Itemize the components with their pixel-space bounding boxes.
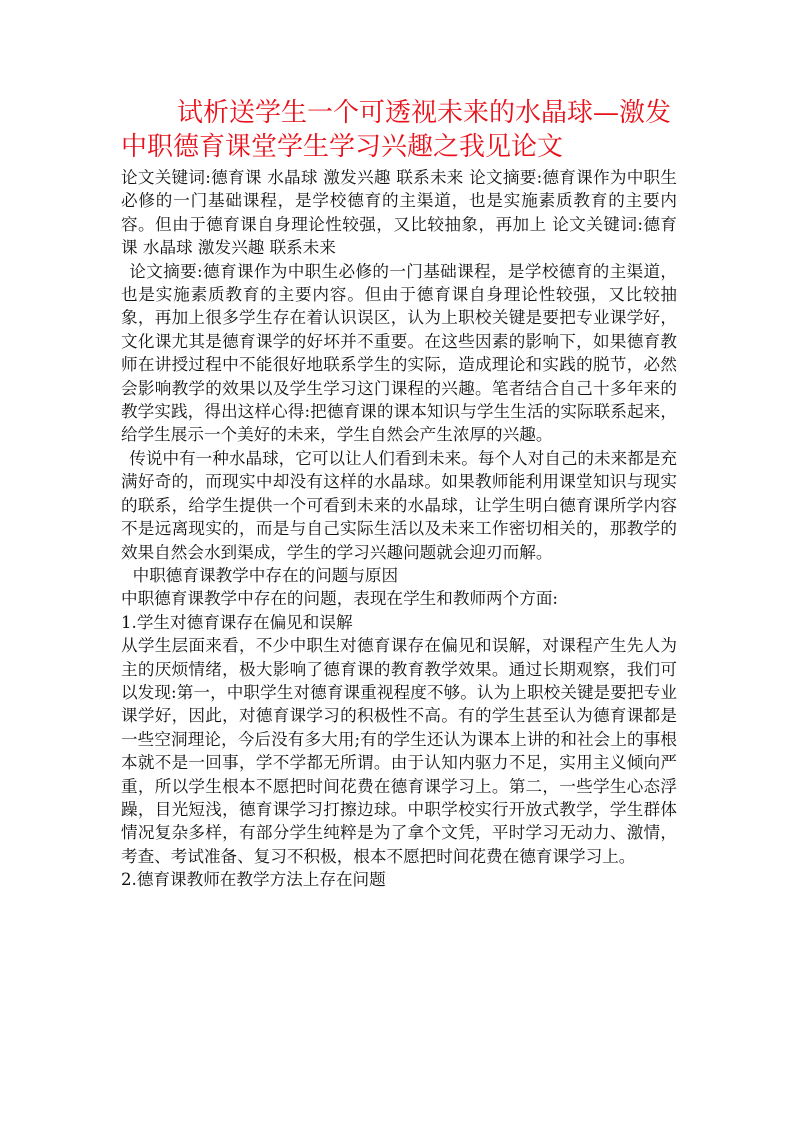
document-body <box>121 166 677 892</box>
student-problem-paragraph: 从学生层面来看，不少中职生对德育课存在偏见和误解，对课程产生先人为主的厌烦情绪，极大影响了德育课的教育教学效果。通过长期观察，我们可以发现:第一，中职学生对德育课重视程度不够。认为上职校关键是要把专业课学好，因此，对德育课学习的积极性不高。有的学生甚至认为德育课都是一些空洞理论，今后没有多大用;有的学生还认为课本上讲的和社会上的事根本就不是一回事，学不学都无所谓。由于认知内驱力不足，实用主义倾向严重，所以学生根本不愿把时间花费在德育课学习上。第二，一些学生心态浮躁，目光短浅，德育课学习打擦边球。中职学校实行开放式教学，学生群体情况复杂多样，有部分学生纯粹是为了拿个文凭，平时学习无动力、激情，考查、考试准备、复习不积极，根本不愿把时间花费在德育课学习上。 <box>121 636 677 866</box>
document-title: 试析送学生一个可透视未来的水晶球—激发中职德育课堂学生学习兴趣之我见论文 <box>121 98 672 162</box>
keywords-paragraph: 论文关键词:德育课 水晶球 激发兴趣 联系未来 论文摘要:德育课作为中职生必修的一门基础课程，是学校德育的主渠道，也是实施素质教育的主要内容。但由于德育课自身理论性较强，又比较抽象，再加上 论文关键词:德育课 水晶球 激发兴趣 联系未来 <box>121 168 677 258</box>
abstract-paragraph: 论文摘要:德育课作为中职生必修的一门基础课程，是学校德育的主渠道，也是实施素质教育的主要内容。但由于德育课自身理论性较强，又比较抽象，再加上很多学生存在着认识误区，认为上职校关键是要把专业课学好，文化课尤其是德育课学的好坏并不重要。在这些因素的影响下，如果德育教师在讲授过程中不能很好地联系学生的实际，造成理论和实践的脱节，必然会影响教学的效果以及学生学习这门课程的兴趣。笔者结合自己十多年来的教学实践，得出这样心得:把德育课的课本知识与学生生活的实际联系起来，给学生展示一个美好的未来，学生自然会产生浓厚的兴趣。 <box>121 261 677 445</box>
section-heading: 中职德育课教学中存在的问题与原因 <box>132 565 399 585</box>
crystal-ball-paragraph: 传说中有一种水晶球，它可以让人们看到未来。每个人对自己的未来都是充满好奇的，而现实中却没有这样的水晶球。如果教师能利用课堂知识与现实的联系，给学生提供一个可看到未来的水晶球，让学生明白德育课所学内容不是远离现实的，而是与自己实际生活以及未来工作密切相关的，那教学的效果自然会水到渠成，学生的学习兴趣问题就会迎刃而解。 <box>121 448 677 562</box>
subheading-1: 1.学生对德育课存在偏见和误解 <box>121 612 353 632</box>
section-intro-paragraph: 中职德育课教学中存在的问题，表现在学生和教师两个方面: <box>121 589 559 609</box>
subheading-2: 2.德育课教师在教学方法上存在问题 <box>121 870 386 890</box>
